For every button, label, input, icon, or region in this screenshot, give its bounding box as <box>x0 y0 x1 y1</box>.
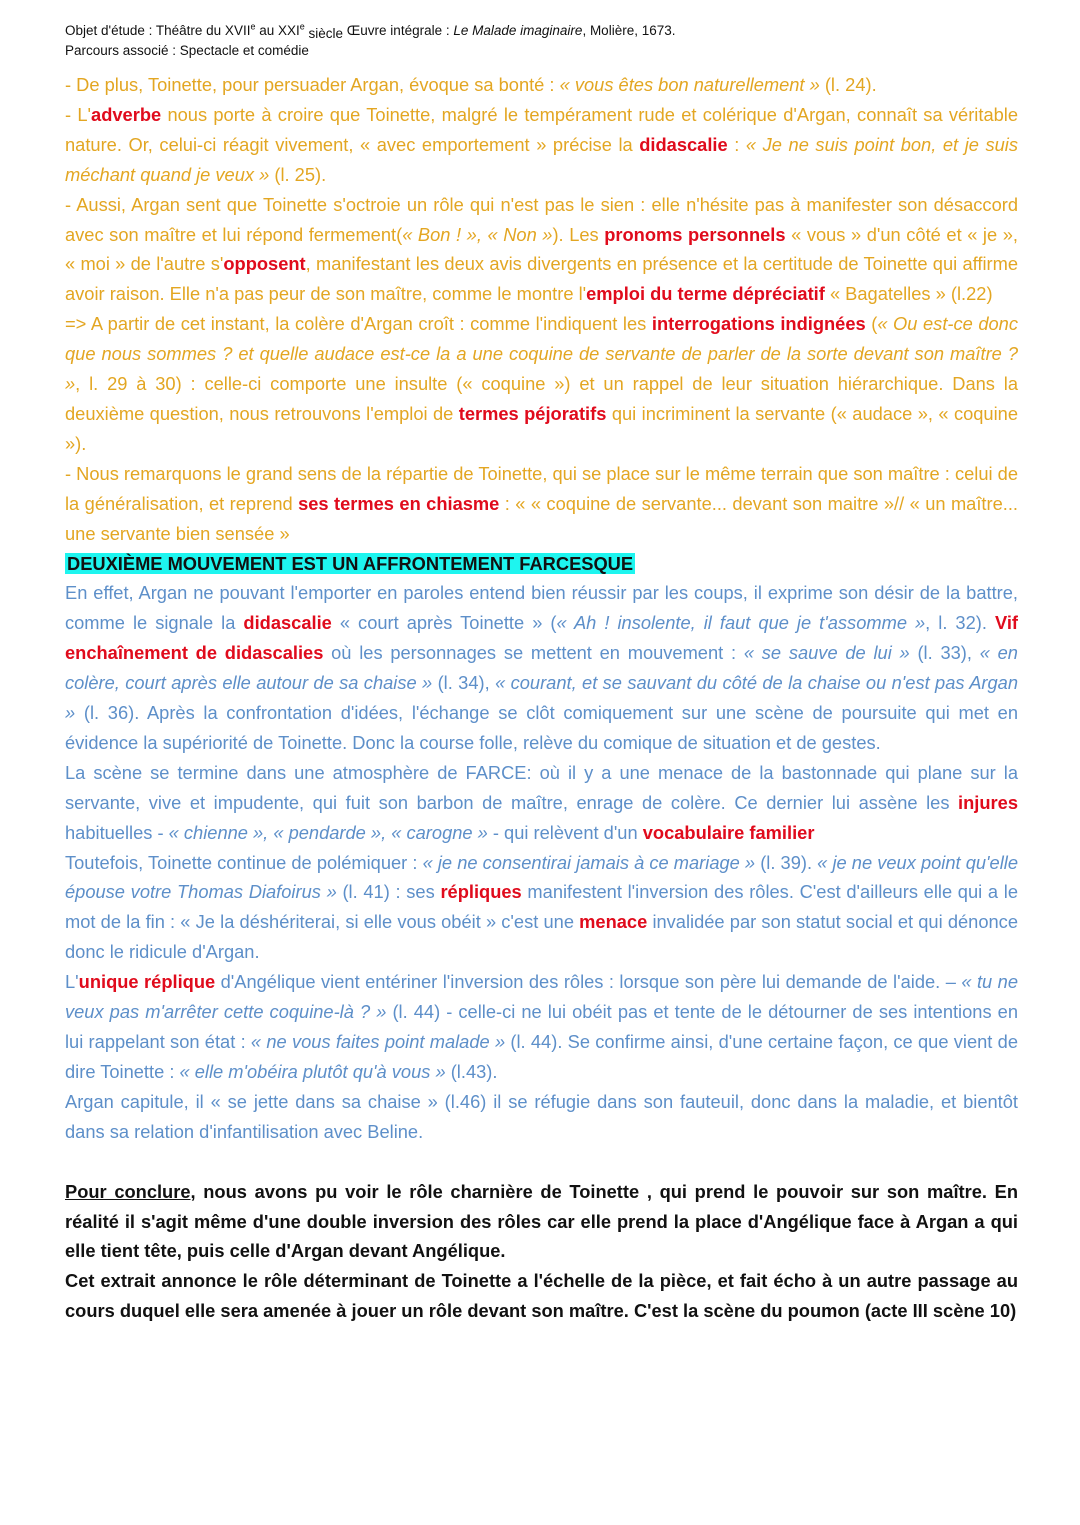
paragraph-affrontement: En effet, Argan ne pouvant l'emporter en paroles entend bien réussir par les coups, il exprime son désir de la battre, comme le signale la didascalie « court après Toinette » (« Ah ! insolente, il faut que je t'assomme », l. 32). Vif enchaînement de didascalies où les personnages se mettent en mouvement : « se sauve de lui » (l. 33), « en colère, court après elle autour de sa chaise » (l. 34), « courant, et se sauvant du côté de la chaise ou n'est pas Argan » (l. 36). Après la confrontation d'idées, l'échange se clôt comiquement sur une scène de poursuite qui met en évidence la supériorité de Toinette. Donc la course folle, relève du comique de situation et de gestes. <box>65 582 1019 753</box>
paragraph-angelique: L'unique réplique d'Angélique vient entériner l'inversion des rôles : lorsque son père lui demande de l'aide. – « tu ne veux pas m'arrêter cette coquine-là ? » (l. 44) - celle-ci ne lui obéit pas et tente de le détourner de ses intentions en lui rappelant son état : « ne vous faites point malade » (l. 44). Se confirme ainsi, d'une certaine façon, ce que vient de dire Toinette : « elle m'obéira plutôt qu'à vous » (l.43). <box>65 971 1018 1082</box>
document-header <box>65 21 676 61</box>
section-heading: DEUXIÈME MOUVEMENT EST UN AFFRONTEMENT FARCESQUE <box>67 552 634 574</box>
paragraph-ouverture: Cet extrait annonce le rôle déterminant de Toinette a l'échelle de la pièce, et fait écho à un autre passage au cours duquel elle sera amenée à jouer un rôle devant son maître. C'est la scène du poumon (acte III scène 10) <box>65 1270 1018 1322</box>
header-line-2: Parcours associé : Spectacle et comédie <box>65 43 309 58</box>
header-line-1: Objet d'étude : Théâtre du XVIIe au XXIe siècle Œuvre intégrale : Le Malade imaginaire, Molière, 1673. <box>65 21 676 41</box>
paragraph-polemique: Toutefois, Toinette continue de polémiquer : « je ne consentirai jamais à ce mariage » (l. 39). « je ne veux point qu'elle épouse votre Thomas Diafoirus » (l. 41) : ses répliques manifestent l'inversion des rôles. C'est d'ailleurs elle qui a le mot de la fin : « Je la déshériterai, si elle vous obéit » c'est une menace invalidée par son statut social et qui dénonce donc le ridicule d'Argan. <box>65 851 1018 963</box>
paragraph-capitule: Argan capitule, il « se jette dans sa chaise » (l.46) il se réfugie dans son fauteuil, donc dans la maladie, et bientôt dans sa relation d'infantilisation avec Beline. <box>65 1090 1018 1142</box>
spacer <box>65 1147 1018 1177</box>
paragraph-bonte: - De plus, Toinette, pour persuader Argan, évoque sa bonté : « vous êtes bon naturellement » (l. 24). <box>65 74 877 95</box>
paragraph-adverbe: - L'adverbe nous porte à croire que Toinette, malgré le tempérament rude et colérique d'Argan, connaît sa véritable nature. Or, celui-ci réagit vivement, « avec emportement » précise la didascalie : « Je ne suis point bon, et je suis méchant quand je veux » (l. 25). <box>65 103 1019 185</box>
document-body <box>65 70 1018 1326</box>
paragraph-repartie: - Nous remarquons le grand sens de la répartie de Toinette, qui se place sur le même terrain que son maître : celui de la généralisation, et reprend ses termes en chiasme : « « coquine de servante... devant son maitre »// « un maître... une servante bien sensée » <box>65 462 1018 544</box>
paragraph-interrogations: => A partir de cet instant, la colère d'Argan croît : comme l'indiquent les interrogations indignées (« Ou est-ce donc que nous sommes ? et quelle audace est-ce la a une coquine de servante de parler de la sorte devant son maître ? », l. 29 à 30) : celle-ci comporte une insulte (« coquine ») et un rappel de leur situation hiérarchique. Dans la deuxième question, nous retrouvons l'emploi de termes péjoratifs qui incriminent la servante (« audace », « coquine »). <box>65 313 1018 454</box>
paragraph-farce: La scène se termine dans une atmosphère de FARCE: où il y a une menace de la bastonnade qui plane sur la servante, vive et impudente, qui fuit son barbon de maître, enrage de colère. Ce dernier lui assène les injures habituelles - « chienne », « pendarde », « carogne » - qui relèvent d'un vocabulaire familier <box>65 761 1018 843</box>
paragraph-conclusion: Pour conclure, nous avons pu voir le rôle charnière de Toinette , qui prend le pouvoir sur son maître. En réalité il s'agit même d'une double inversion des rôles car elle prend la place d'Angélique face à Argan a qui elle tient tête, puis celle d'Argan devant Angélique. <box>65 1180 1019 1262</box>
paragraph-desaccord: - Aussi, Argan sent que Toinette s'octroie un rôle qui n'est pas le sien : elle n'hésite pas à manifester son désaccord avec son maître et lui répond fermement(« Bon ! », « Non »). Les pronoms personnels « vous » d'un côté et « je », « moi » de l'autre s'opposent, manifestant les deux avis divergents en présence et la certitude de Toinette qui affirme avoir raison. Elle n'a pas peur de son maître, comme le montre l'emploi du terme dépréciatif « Bagatelles » (l.22) <box>65 193 1019 305</box>
